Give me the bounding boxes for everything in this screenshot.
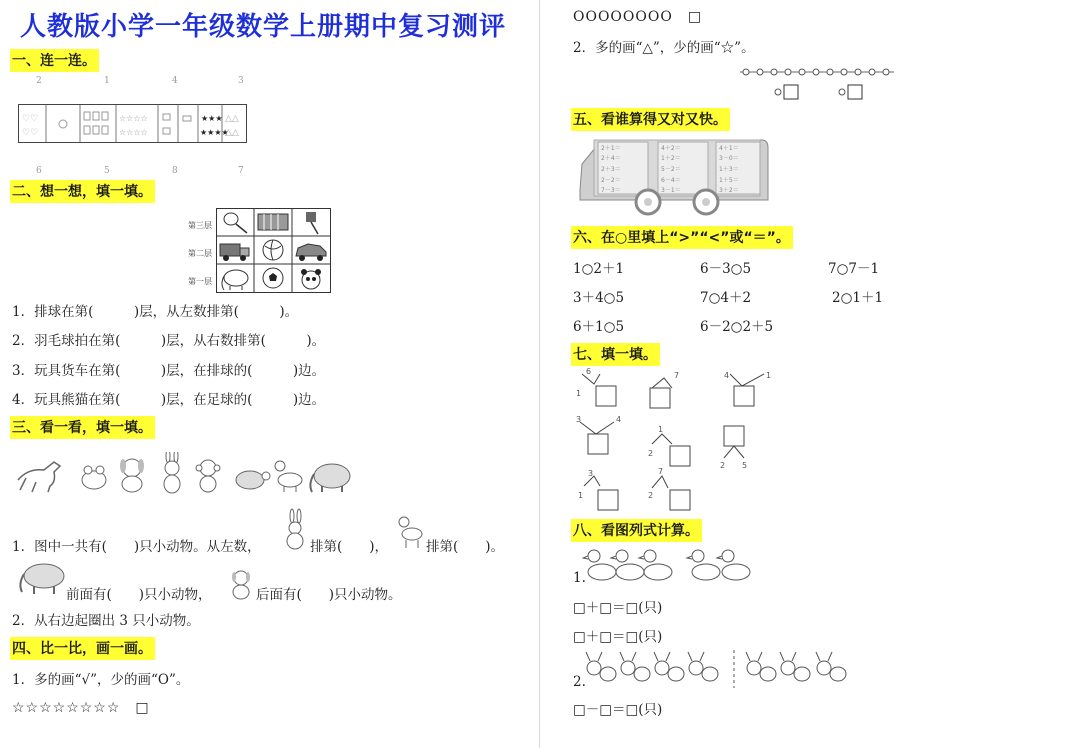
question-line: 1．排球在第( )层，从左数排第( )。: [12, 304, 299, 320]
question-line: 排第( )，: [310, 539, 389, 555]
decomp-number: 1: [578, 491, 584, 500]
rabbit-icon: [282, 508, 308, 550]
svg-text:6－4＝: 6－4＝: [661, 177, 681, 184]
compare-item: 2○1＋1: [832, 290, 884, 306]
connect-top-number: 4: [172, 76, 178, 86]
decomp-number: 2: [720, 461, 726, 470]
question-line: 3．玩具货车在第( )层，在排球的( )边。: [12, 363, 326, 379]
section-1-heading: 一、连一连。: [10, 49, 99, 72]
decomp-number: 5: [742, 461, 748, 470]
compare-item: 6－2○2＋5: [700, 319, 774, 335]
svg-text:2＋1＝: 2＋1＝: [601, 145, 621, 152]
question-number: 1.: [573, 570, 586, 586]
decomp-number: 2: [648, 491, 654, 500]
connect-bottom-number: 7: [238, 166, 244, 176]
svg-text:☆☆☆☆: ☆☆☆☆: [119, 114, 148, 123]
connect-bottom-number: 5: [104, 166, 110, 176]
section-8-heading: 八、看图列式计算。: [571, 519, 702, 542]
svg-text:2－2＝: 2－2＝: [601, 177, 621, 184]
connect-top-number: 2: [36, 76, 42, 86]
svg-text:☆☆☆☆: ☆☆☆☆: [119, 128, 148, 137]
elephant-icon: [12, 558, 68, 598]
svg-text:1＋5＝: 1＋5＝: [719, 177, 739, 184]
question-number: 2.: [573, 674, 586, 690]
svg-text:3－1＝: 3－1＝: [661, 187, 681, 194]
question-line: 1．多的画“√”，少的画“O”。: [12, 672, 190, 688]
compare-item: 7○4＋2: [700, 290, 752, 306]
svg-text:1＋3＝: 1＋3＝: [719, 166, 739, 173]
animal-row: [14, 452, 356, 494]
svg-text:4＋1＝: 4＋1＝: [719, 145, 739, 152]
svg-text:2＋3＝: 2＋3＝: [601, 166, 621, 173]
decomp-number: 1: [766, 371, 772, 380]
svg-text:★★★★: ★★★★: [200, 128, 229, 137]
dog-icon: [228, 568, 254, 600]
section-6-heading: 六、在○里填上“>”“<”或“＝”。: [571, 226, 793, 249]
connect-top-number: 1: [104, 76, 110, 86]
compare-item: 6＋1○5: [573, 319, 625, 335]
question-line: 前面有( )只小动物，: [66, 587, 212, 603]
number-decomposition-grid: [572, 366, 782, 516]
section-7-heading: 七、填一填。: [571, 343, 660, 366]
section-4-heading: 四、比一比，画一画。: [10, 637, 155, 660]
section-5-heading: 五、看谁算得又对又快。: [571, 108, 730, 131]
compare-item: 7○7－1: [828, 261, 880, 277]
bus-picture: [576, 136, 770, 218]
circles-row: OOOOOOOO □: [573, 9, 703, 25]
equation-line: □－□＝□(只): [573, 702, 663, 718]
goat-icon: [396, 510, 424, 550]
svg-text:3＋2＝: 3＋2＝: [719, 187, 739, 194]
connect-picture-strip: [18, 104, 248, 144]
page-title: 人教版小学一年级数学上册期中复习测评: [20, 12, 507, 42]
duck-picture: [582, 544, 754, 586]
section-2-heading: 二、想一想，填一填。: [10, 180, 155, 203]
section-3-heading: 三、看一看，填一填。: [10, 416, 155, 439]
bead-string: [736, 62, 898, 104]
question-line: 后面有( )只小动物。: [256, 587, 402, 603]
svg-text:2＋4＝: 2＋4＝: [601, 155, 621, 162]
svg-text:5－2＝: 5－2＝: [661, 166, 681, 173]
shelf-label-1: 第一层: [188, 277, 212, 286]
svg-text:△△: △△: [225, 128, 239, 138]
svg-text:7－3＝: 7－3＝: [601, 187, 621, 194]
question-line: 2．多的画“△”，少的画“☆”。: [573, 40, 755, 56]
decomp-number: 7: [674, 371, 680, 380]
svg-text:♡♡: ♡♡: [22, 128, 39, 138]
column-divider: [539, 0, 540, 748]
compare-item: 3＋4○5: [573, 290, 625, 306]
decomp-number: 4: [616, 415, 622, 424]
decomp-number: 1: [658, 425, 664, 434]
decomp-number: 4: [724, 371, 730, 380]
decomp-number: 2: [648, 449, 654, 458]
connect-bottom-number: 6: [36, 166, 42, 176]
decomp-number: 3: [576, 415, 582, 424]
decomp-number: 7: [658, 467, 664, 476]
decomp-number: 1: [576, 389, 582, 398]
decomp-number: 3: [588, 469, 594, 478]
stars-row: ☆☆☆☆☆☆☆☆ □: [12, 700, 150, 716]
equation-line: □＋□＝□(只): [573, 629, 663, 645]
question-line: 排第( )。: [426, 539, 505, 555]
connect-top-number: 3: [238, 76, 244, 86]
svg-text:△△: △△: [225, 114, 239, 124]
equation-line: □＋□＝□(只): [573, 600, 663, 616]
toy-shelf-grid: [216, 208, 332, 294]
svg-text:★★★: ★★★: [201, 114, 223, 123]
decomp-number: 6: [586, 367, 592, 376]
svg-text:♡♡: ♡♡: [22, 114, 39, 124]
question-line: 1．图中一共有( )只小动物。从左数，: [12, 539, 261, 555]
svg-text:1＋2＝: 1＋2＝: [661, 155, 681, 162]
svg-text:4＋2＝: 4＋2＝: [661, 145, 681, 152]
ant-picture: [582, 648, 860, 690]
shelf-label-3: 第三层: [188, 221, 212, 230]
shelf-label-2: 第二层: [188, 249, 212, 258]
connect-bottom-number: 8: [172, 166, 178, 176]
svg-text:3－0＝: 3－0＝: [719, 155, 739, 162]
compare-item: 1○2＋1: [573, 261, 625, 277]
question-line: 4．玩具熊猫在第( )层，在足球的( )边。: [12, 392, 326, 408]
question-line: 2．羽毛球拍在第( )层，从右数排第( )。: [12, 333, 326, 349]
question-line: 2．从右边起圈出 3 只小动物。: [12, 613, 200, 629]
compare-item: 6－3○5: [700, 261, 752, 277]
